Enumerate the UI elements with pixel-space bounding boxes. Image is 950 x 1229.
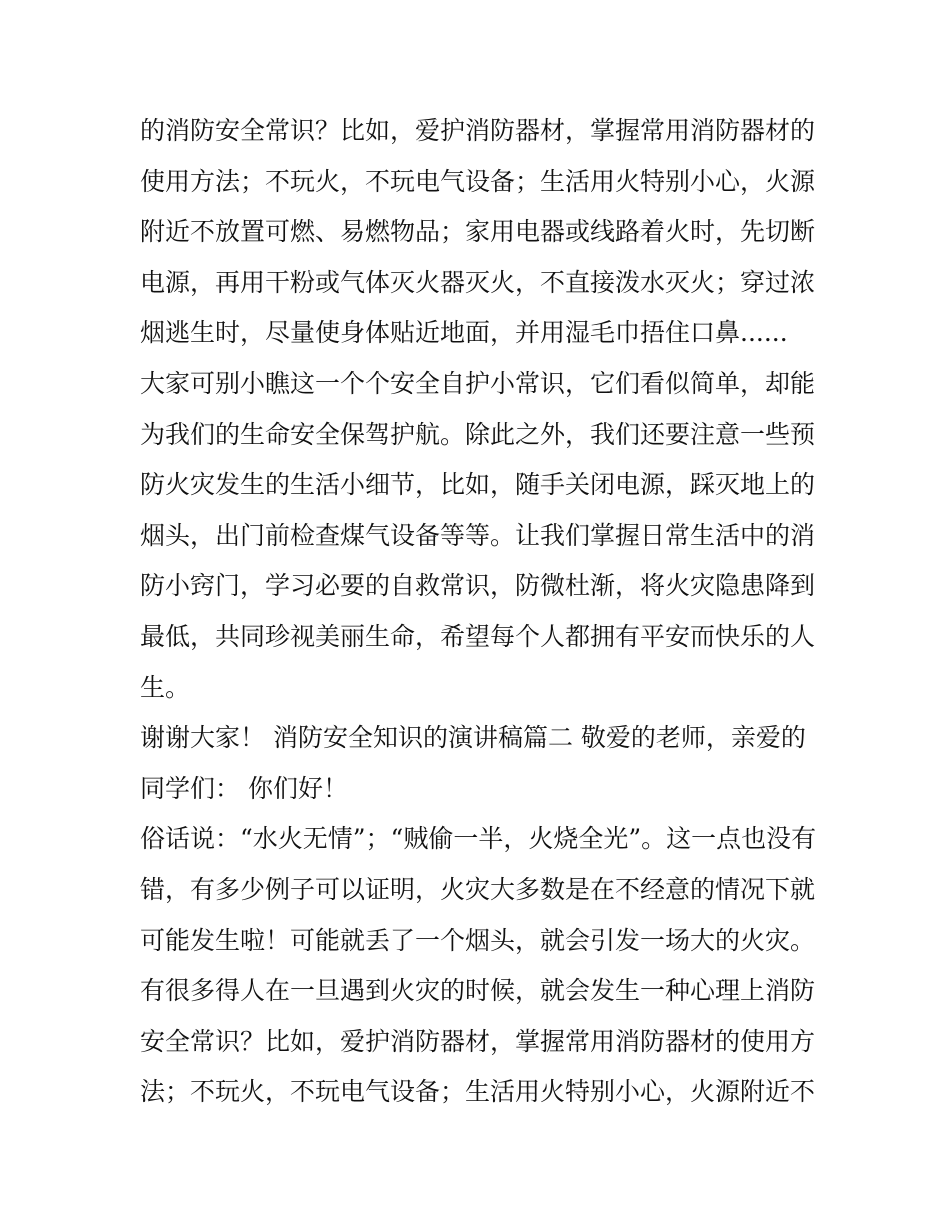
text-line: 使用方法；不玩火，不玩电气设备；生活用火特别小心，火源 xyxy=(140,166,816,196)
text-line: 烟头，出门前检查煤气设备等等。让我们掌握日常生活中的消 xyxy=(140,520,816,550)
text-line: 错，有多少例子可以证明，火灾大多数是在不经意的情况下就 xyxy=(140,874,816,904)
text-line: 俗话说：“水火无情”；“贼偷一半，火烧全光”。这一点也没有 xyxy=(140,824,817,854)
text-line: 可能发生啦！可能就丢了一个烟头，就会引发一场大的火灾。 xyxy=(140,925,816,955)
text-line: 附近不放置可燃、易燃物品；家用电器或线路着火时，先切断 xyxy=(140,217,816,247)
text-line: 最低，共同珍视美丽生命，希望每个人都拥有平安而快乐的人 xyxy=(140,621,816,651)
text-line: 谢谢大家！ 消防安全知识的演讲稿篇二 敬爱的老师，亲爱的 xyxy=(140,723,806,753)
text-line: 大家可别小瞧这一个个安全自护小常识，它们看似简单，却能 xyxy=(140,368,816,398)
text-line: 电源，再用干粉或气体灭火器灭火，不直接泼水灭火；穿过浓 xyxy=(140,267,816,297)
text-line: 同学们： 你们好！ xyxy=(140,773,348,803)
text-line: 法；不玩火，不玩电气设备；生活用火特别小心，火源附近不 xyxy=(140,1077,816,1107)
text-line: 烟逃生时，尽量使身体贴近地面，并用湿毛巾捂住口鼻...... xyxy=(140,318,788,348)
text-line: 生。 xyxy=(140,672,191,702)
text-line: 防小窍门，学习必要的自救常识，防微杜渐，将火灾隐患降到 xyxy=(140,571,816,601)
body-text xyxy=(140,106,820,1118)
text-line: 安全常识？比如，爱护消防器材，掌握常用消防器材的使用方 xyxy=(140,1026,816,1056)
text-line: 的消防安全常识？比如，爱护消防器材，掌握常用消防器材的 xyxy=(140,116,816,145)
text-line: 为我们的生命安全保驾护航。除此之外，我们还要注意一些预 xyxy=(140,419,816,449)
text-line: 有很多得人在一旦遇到火灾的时候，就会发生一种心理上消防 xyxy=(140,976,816,1006)
text-line: 防火灾发生的生活小细节，比如，随手关闭电源，踩灭地上的 xyxy=(140,470,816,500)
